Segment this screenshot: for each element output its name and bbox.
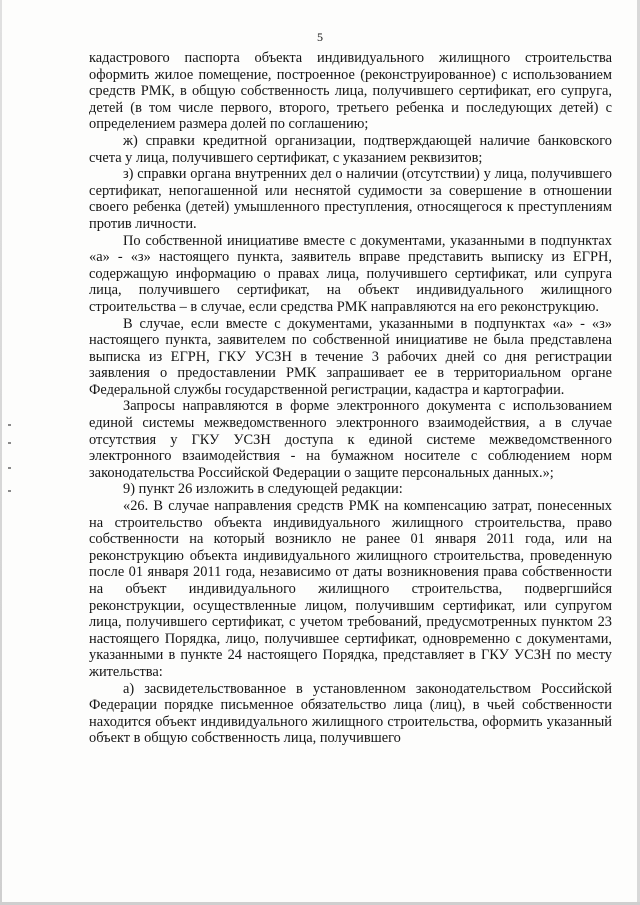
page-number: 5: [317, 30, 323, 44]
paragraph-own-initiative: По собственной инициативе вместе с документами, указанными в подпунктах «а» - «з» настоящего пункта, заявитель вправе представить выписку из ЕГРН, содержащую информацию о правах лица, получившего сертификат, или супруга лица, получившего сертификат, на объект индивидуального жилищного строительства – в случае, если средства РМК направляются на его реконструкцию.: [89, 232, 612, 315]
paragraph-item-a: а) засвидетельствованное в установленном законодательством Российской Федерации порядке письменное обязательство лица (лиц), в чьей собственности находится объект индивидуального жилищного строительства, оформить указанный объект в общую собственность лица, получившего: [89, 680, 612, 747]
scan-speck: [8, 467, 11, 469]
paragraph-item-zh: ж) справки кредитной организации, подтверждающей наличие банковского счета у лица, получившего сертификат, с указанием реквизитов;: [89, 132, 612, 166]
paragraph-requests: Запросы направляются в форме электронного документа с использованием единой системы межведомственного электронного взаимодействия, а в случае отсутствия у ГКУ УСЗН доступа к единой системе межведомственного электронного взаимодействия - на бумажном носителе с соблюдением норм законодательства Российской Федерации о защите персональных данных.»;: [89, 398, 612, 481]
scan-speck: [8, 424, 11, 426]
scan-left-edge: [0, 0, 2, 905]
scan-speck: [8, 490, 11, 492]
paragraph-point-9: 9) пункт 26 изложить в следующей редакции:: [123, 481, 403, 498]
paragraph-item-z: з) справки органа внутренних дел о наличии (отсутствии) у лица, получившего сертификат, непогашенной или неснятой судимости за совершение в отношении своего ребенка (детей) умышленного преступления, относящегося к преступлениям против личности.: [89, 166, 612, 232]
paragraph-egrn-request: В случае, если вместе с документами, указанными в подпунктах «а» - «з» настоящего пункта, заявителем по собственной инициативе не была представлена выписка из ЕГРН, ГКУ УСЗН в течение 3 рабочих дней со дня регистрации заявления о предоставлении РМК запрашивает ее в территориальном органе Федеральной службы государственной регистрации, кадастра и картографии.: [89, 315, 612, 398]
document-body: [89, 50, 612, 747]
scan-speck: [8, 442, 11, 444]
paragraph-point-26: «26. В случае направления средств РМК на компенсацию затрат, понесенных на строительство объекта индивидуального жилищного строительства, право собственности на который возникло не ранее 01 января 2011 года, или на реконструкцию объекта индивидуального жилищного строительства, проведенную после 01 января 2011 года, независимо от даты возникновения права собственности на объект индивидуального жилищного строительства, подвергшийся реконструкции, осуществленные лицом, получившим сертификат, или супругом лица, получившего сертификат, с учетом требований, предусмотренных пунктом 23 настоящего Порядка, лицо, получившее сертификат, одновременно с документами, указанными в пункте 24 настоящего Порядка, представляет в ГКУ УСЗН по месту жительства:: [89, 498, 612, 680]
scan-margin-marks: [6, 420, 14, 510]
paragraph-continuation: кадастрового паспорта объекта индивидуального жилищного строительства оформить жилое помещение, построенное (реконструированное) с использованием средств РМК, в общую собственность лица, получившего сертификат, его супруга, детей (в том числе первого, второго, третьего ребенка и последующих детей) с определением размера долей по соглашению;: [89, 50, 612, 133]
